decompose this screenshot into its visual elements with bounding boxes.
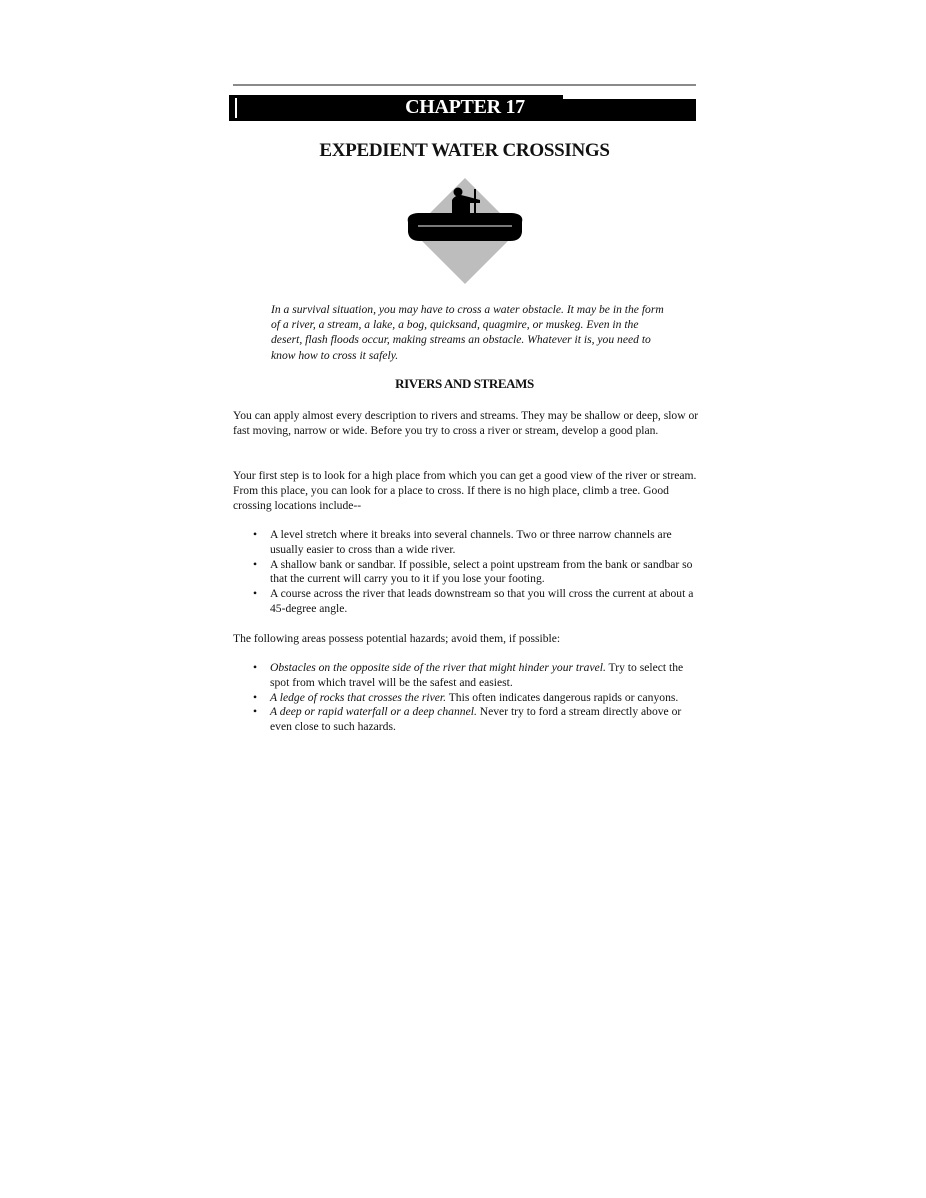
list-item: • Obstacles on the opposite side of the river that might hinder your travel. Try to select the spot from which travel will be the safest and easiest. bbox=[253, 661, 684, 689]
bullet-icon: • bbox=[253, 557, 258, 571]
intro-paragraph: In a survival situation, you may have to cross a water obstacle. It may be in the form of a river, a stream, a lake, a bog, quicksand, quagmire, or muskeg. Even in the desert, flash floods occur, making streams an obstacle. Whatever it is, you need to know how to cross it safely. bbox=[271, 303, 664, 362]
crossing-locations-list bbox=[253, 528, 701, 617]
paragraph: Your first step is to look for a high place from which you can get a good view of the river or stream. From this place, you can look for a place to cross. If there is no high place, climb a tree. Good crossing locations include-- bbox=[233, 469, 697, 512]
list-item: • A shallow bank or sandbar. If possible, select a point upstream from the bank or sandbar so that the current will carry you to it if you lose your footing. bbox=[253, 557, 693, 586]
hazards-list bbox=[253, 661, 701, 735]
section-heading: RIVERS AND STREAMS bbox=[395, 376, 534, 391]
raft-diamond-icon bbox=[400, 176, 530, 286]
paragraph: You can apply almost every description to rivers and streams. They may be shallow or deep, slow or fast moving, narrow or wide. Before you try to cross a river or stream, develop a good plan. bbox=[233, 409, 699, 437]
top-rule bbox=[233, 84, 696, 86]
bullet-icon: • bbox=[253, 528, 258, 541]
bullet-icon: • bbox=[253, 690, 258, 704]
paragraph: The following areas possess potential hazards; avoid them, if possible: bbox=[233, 632, 561, 645]
bullet-icon: • bbox=[253, 661, 258, 674]
list-item: • A course across the river that leads downstream so that you will cross the current at about a 45-degree angle. bbox=[253, 587, 694, 615]
bullet-icon: • bbox=[253, 587, 258, 601]
chapter-title: EXPEDIENT WATER CROSSINGS bbox=[319, 140, 610, 161]
list-item: • A deep or rapid waterfall or a deep channel. Never try to ford a stream directly above or even close to such hazards. bbox=[253, 705, 682, 734]
list-item: • A ledge of rocks that crosses the river. This often indicates dangerous rapids or canyons. bbox=[253, 690, 679, 704]
list-item: • A level stretch where it breaks into several channels. Two or three narrow channels are usually easier to cross than a wide river. bbox=[253, 528, 672, 556]
bullet-icon: • bbox=[253, 705, 258, 719]
chapter-number: CHAPTER 17 bbox=[405, 96, 525, 118]
